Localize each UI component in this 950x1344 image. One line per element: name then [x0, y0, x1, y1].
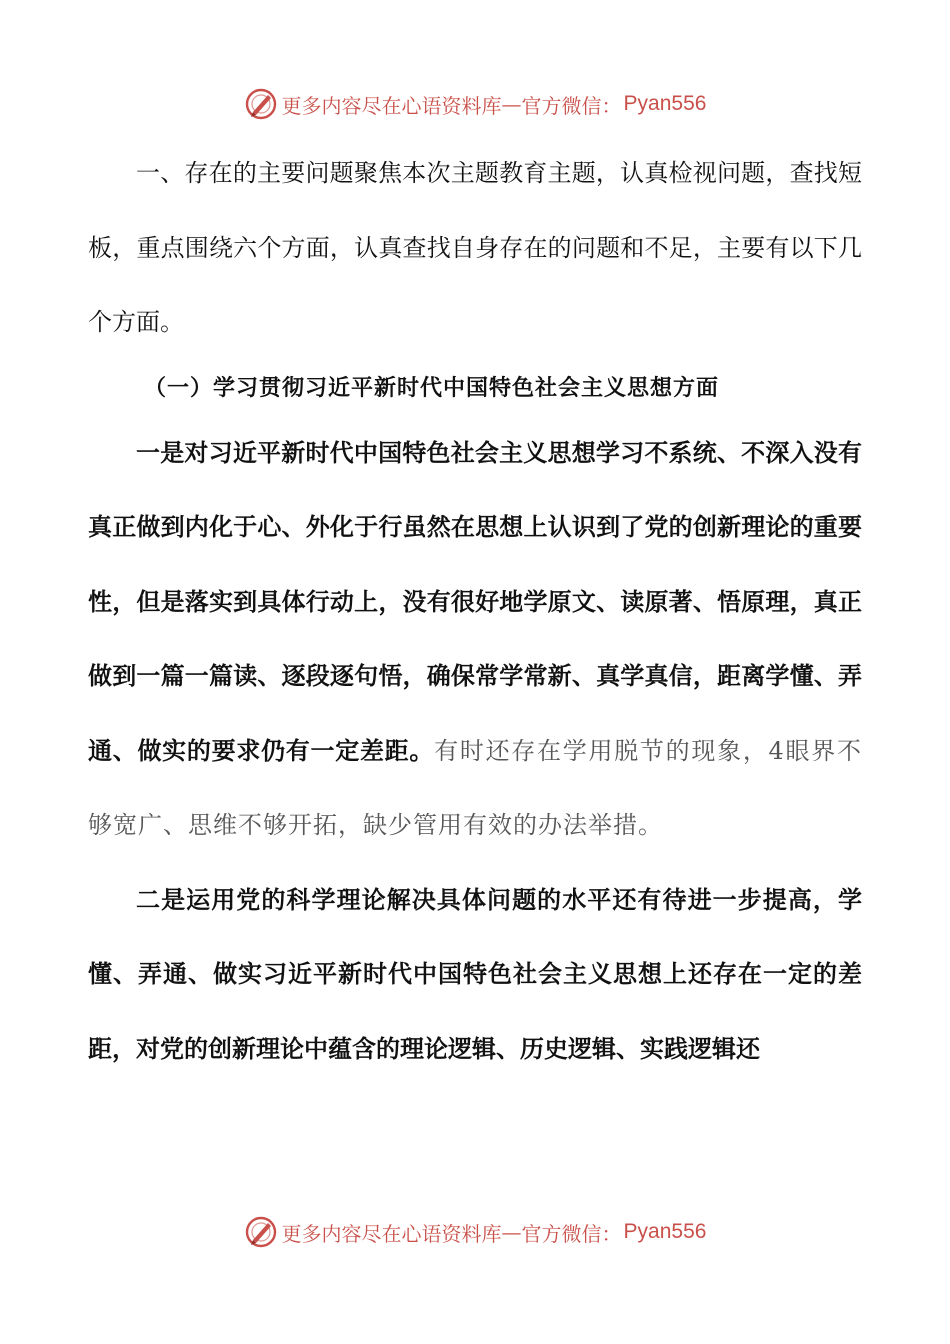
- footer-banner-separator: —: [501, 1220, 522, 1244]
- header-banner: [0, 84, 950, 124]
- section-heading: （一）学习贯彻习近平新时代中国特色社会主义思想方面: [144, 374, 720, 401]
- footer-wechat-id: Pyan556: [623, 1220, 707, 1243]
- banner-separator: —: [501, 92, 522, 116]
- paragraph-intro: 一、存在的主要问题聚焦本次主题教育主题，认真检视问题，查找短板，重点围绕六个方面，认真查找自身存在的问题和不足，主要有以下几个方面。: [88, 159, 862, 336]
- pen-circle-logo-icon: [244, 87, 278, 121]
- point-one-bold-text: 一是对习近平新时代中国特色社会主义思想学习不系统、不深入没有真正做到内化于心、外化于行虽然在思想上认识到了党的创新理论的重要性，但是落实到具体行动上，没有很好地学原文、读原著、悟原理，真正做到一篇一篇读、逐段逐句悟，确保常学常新、真学真信，距离学懂、弄通、做实的要求仍有一定差距。: [88, 437, 862, 765]
- document-body: [88, 136, 862, 1086]
- paragraph-point-two: 二是运用党的科学理论解决具体问题的水平还有待进一步提高，学懂、弄通、做实习近平新时代中国特色社会主义思想上还存在一定的差距，对党的创新理论中蕴含的理论逻辑、历史逻辑、实践逻辑还: [88, 884, 862, 1063]
- pen-circle-logo-icon: [244, 1215, 278, 1249]
- wechat-label: 官方微信：: [521, 93, 622, 118]
- paragraph-point-one: [88, 416, 862, 863]
- point-one-light-text: 有时还存在学用脱节的现象，4眼界不够宽广、思维不够开拓，缺少管用有效的办法举措。: [88, 736, 862, 839]
- footer-library-text: 更多内容尽在心语资料库: [281, 1221, 502, 1246]
- footer-banner: [0, 1212, 950, 1252]
- footer-wechat-label: 官方微信：: [521, 1221, 622, 1246]
- wechat-id: Pyan556: [623, 92, 707, 115]
- library-text: 更多内容尽在心语资料库: [281, 93, 502, 118]
